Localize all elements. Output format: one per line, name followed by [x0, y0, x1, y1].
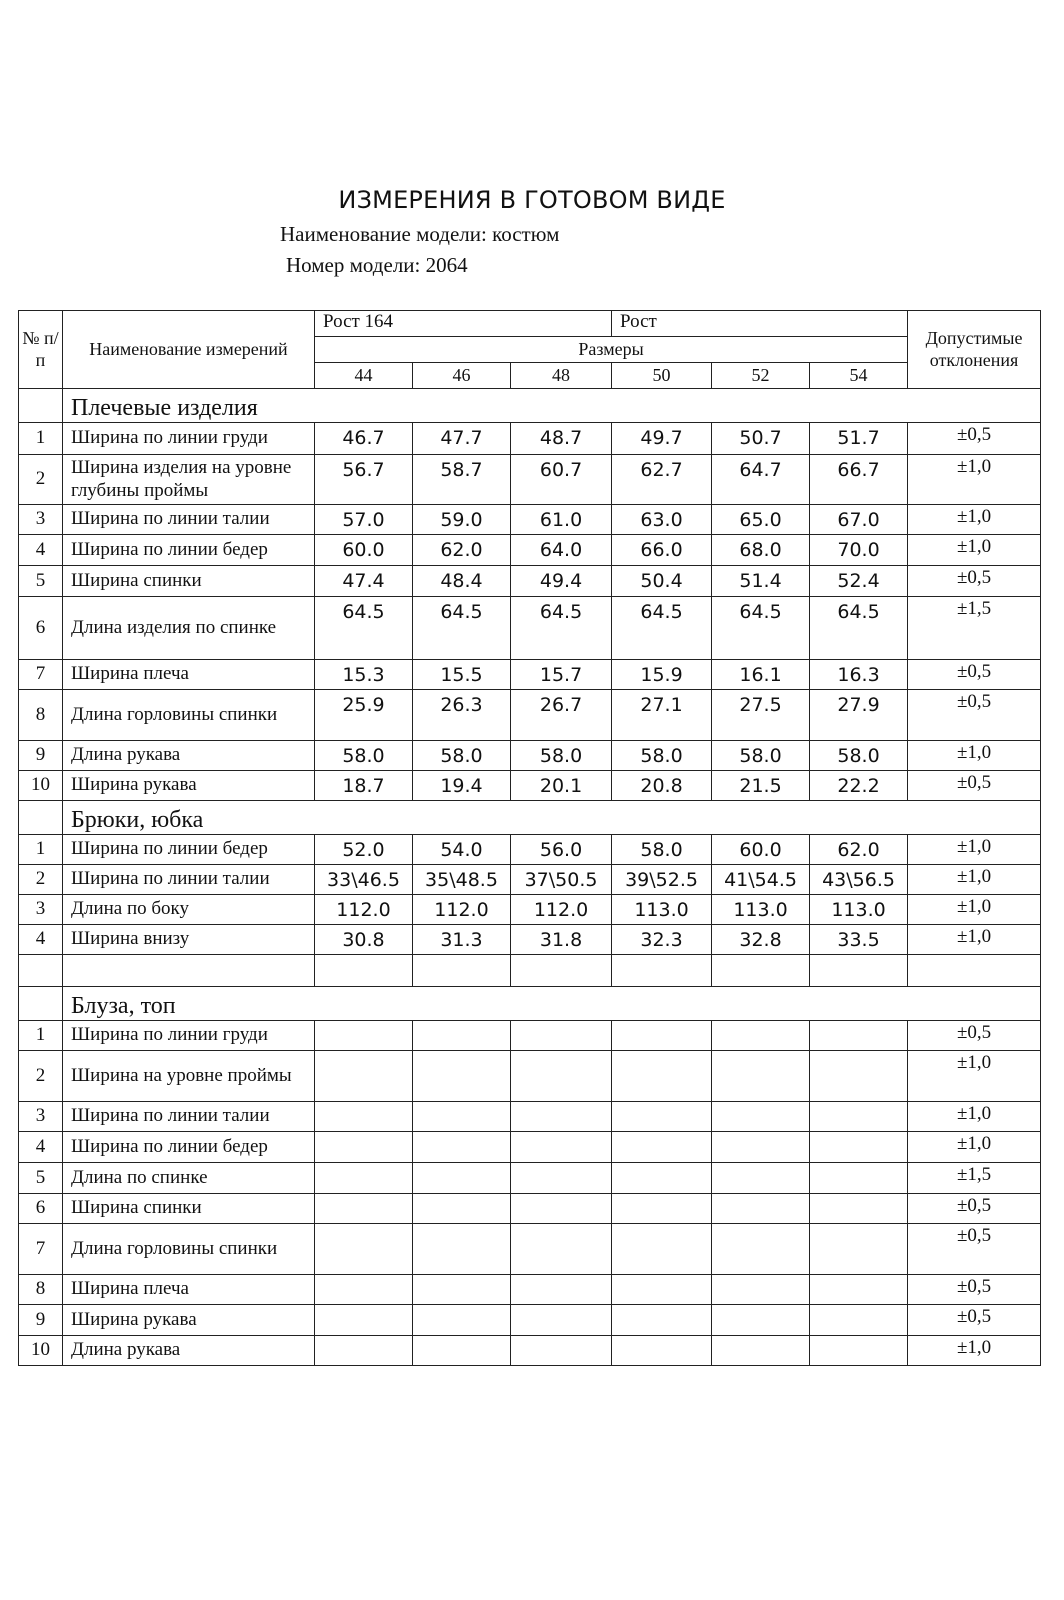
- measurement-value: 20.8: [612, 771, 712, 801]
- measurement-name: Ширина по линии талии: [63, 865, 315, 895]
- measurement-name: Ширина плеча: [63, 660, 315, 690]
- row-number: 4: [19, 535, 63, 566]
- section-number-cell: [19, 987, 63, 1021]
- measurement-value: [712, 955, 810, 987]
- row-number: 10: [19, 1336, 63, 1366]
- model-number: Номер модели: 2064: [286, 253, 468, 277]
- measurement-value: 65.0: [712, 505, 810, 535]
- section-row: [19, 801, 1041, 835]
- measurement-name: Ширина по линии бедер: [63, 1132, 315, 1163]
- measurement-value: [413, 955, 511, 987]
- measurement-value: 70.0: [810, 535, 908, 566]
- table-row: [19, 455, 1041, 505]
- measurement-value: 60.0: [712, 835, 810, 865]
- tolerance-value: ±1,0: [908, 835, 1041, 865]
- measurement-value: 15.3: [315, 660, 413, 690]
- measurement-value: 64.5: [413, 597, 511, 660]
- measurement-value: [315, 1051, 413, 1102]
- measurement-name: Длина рукава: [63, 741, 315, 771]
- measurement-value: [712, 1132, 810, 1163]
- row-number: 2: [19, 865, 63, 895]
- measurement-name: Ширина спинки: [63, 566, 315, 597]
- measurement-value: [612, 1102, 712, 1132]
- size-header: 48: [511, 363, 612, 389]
- measurement-value: 33\46.5: [315, 865, 413, 895]
- measurement-value: 112.0: [315, 895, 413, 925]
- measurement-value: 113.0: [712, 895, 810, 925]
- measurement-value: 112.0: [413, 895, 511, 925]
- measurement-name: Ширина плеча: [63, 1275, 315, 1305]
- measurement-value: 26.3: [413, 690, 511, 741]
- tolerance-value: ±0,5: [908, 690, 1041, 741]
- measurement-value: [810, 1163, 908, 1194]
- measurement-value: 52.4: [810, 566, 908, 597]
- measurement-value: [712, 1305, 810, 1336]
- measurement-value: [315, 1305, 413, 1336]
- table-row: [19, 1305, 1041, 1336]
- table-row: [19, 566, 1041, 597]
- measurement-name: Длина рукава: [63, 1336, 315, 1366]
- header-sizes: Размеры: [315, 337, 908, 363]
- measurement-name: [63, 955, 315, 987]
- measurement-name: Ширина по линии талии: [63, 505, 315, 535]
- measurement-value: 47.7: [413, 423, 511, 455]
- row-number: 5: [19, 566, 63, 597]
- measurement-value: 21.5: [712, 771, 810, 801]
- size-header: 50: [612, 363, 712, 389]
- measurement-value: [712, 1336, 810, 1366]
- table-row: [19, 535, 1041, 566]
- measurement-name: Ширина по линии талии: [63, 1102, 315, 1132]
- measurement-name: Ширина по линии бедер: [63, 835, 315, 865]
- tolerance-value: ±1,0: [908, 865, 1041, 895]
- table-row: [19, 1102, 1041, 1132]
- row-number: 8: [19, 1275, 63, 1305]
- measurement-value: [413, 1336, 511, 1366]
- size-header: 44: [315, 363, 413, 389]
- measurement-value: 59.0: [413, 505, 511, 535]
- row-number: 4: [19, 925, 63, 955]
- tolerance-value: ±0,5: [908, 423, 1041, 455]
- measurement-value: 64.7: [712, 455, 810, 505]
- tolerance-value: ±1,5: [908, 1163, 1041, 1194]
- measurement-value: [612, 1194, 712, 1224]
- measurement-value: [511, 1051, 612, 1102]
- section-title: Блуза, топ: [63, 987, 1041, 1021]
- tolerance-value: ±1,0: [908, 925, 1041, 955]
- table-row: [19, 1163, 1041, 1194]
- size-header: 54: [810, 363, 908, 389]
- measurement-value: [413, 1132, 511, 1163]
- measurement-value: 22.2: [810, 771, 908, 801]
- measurement-value: [413, 1224, 511, 1275]
- measurement-value: [413, 1275, 511, 1305]
- measurement-value: [612, 1224, 712, 1275]
- measurement-value: [810, 1132, 908, 1163]
- tolerance-value: ±1,0: [908, 895, 1041, 925]
- section-number-cell: [19, 801, 63, 835]
- measurement-value: 26.7: [511, 690, 612, 741]
- measurement-value: [315, 1336, 413, 1366]
- table-row: [19, 835, 1041, 865]
- measurement-value: 56.7: [315, 455, 413, 505]
- measurement-value: [511, 1102, 612, 1132]
- tolerance-value: ±1,0: [908, 741, 1041, 771]
- measurement-value: 63.0: [612, 505, 712, 535]
- measurement-value: 43\56.5: [810, 865, 908, 895]
- measurement-name: Ширина внизу: [63, 925, 315, 955]
- row-number: [19, 955, 63, 987]
- header-height-2: Рост: [612, 311, 908, 337]
- measurement-value: [612, 1132, 712, 1163]
- measurement-value: 15.9: [612, 660, 712, 690]
- section-number-cell: [19, 389, 63, 423]
- measurement-value: 48.7: [511, 423, 612, 455]
- measurement-value: 15.7: [511, 660, 612, 690]
- measurement-name: Длина по боку: [63, 895, 315, 925]
- measurement-value: 30.8: [315, 925, 413, 955]
- row-number: 9: [19, 741, 63, 771]
- row-number: 1: [19, 835, 63, 865]
- table-row: [19, 895, 1041, 925]
- measurement-value: [612, 1163, 712, 1194]
- measurement-value: 66.0: [612, 535, 712, 566]
- measurement-name: Ширина спинки: [63, 1194, 315, 1224]
- section-title: Плечевые изделия: [63, 389, 1041, 423]
- measurement-value: 35\48.5: [413, 865, 511, 895]
- measurement-value: 49.7: [612, 423, 712, 455]
- measurement-value: 27.9: [810, 690, 908, 741]
- measurement-value: [810, 1021, 908, 1051]
- measurement-value: [612, 1021, 712, 1051]
- measurement-value: 64.5: [612, 597, 712, 660]
- measurement-value: 25.9: [315, 690, 413, 741]
- measurement-value: [810, 1102, 908, 1132]
- tolerance-value: ±0,5: [908, 1224, 1041, 1275]
- measurement-value: [612, 1051, 712, 1102]
- table-row: [19, 597, 1041, 660]
- table-row: [19, 955, 1041, 987]
- tolerance-value: ±1,5: [908, 597, 1041, 660]
- table-row: [19, 1021, 1041, 1051]
- measurement-value: 49.4: [511, 566, 612, 597]
- table-row: [19, 690, 1041, 741]
- measurement-name: Длина горловины спинки: [63, 1224, 315, 1275]
- measurement-value: [315, 1021, 413, 1051]
- measurement-value: 66.7: [810, 455, 908, 505]
- measurement-value: 113.0: [810, 895, 908, 925]
- row-number: 1: [19, 423, 63, 455]
- measurement-value: 16.1: [712, 660, 810, 690]
- row-number: 3: [19, 895, 63, 925]
- measurement-value: [511, 1132, 612, 1163]
- measurement-value: 64.0: [511, 535, 612, 566]
- table-row: [19, 423, 1041, 455]
- table-row: [19, 1275, 1041, 1305]
- section-row: [19, 389, 1041, 423]
- measurement-value: 113.0: [612, 895, 712, 925]
- row-number: 2: [19, 455, 63, 505]
- measurement-value: 62.0: [413, 535, 511, 566]
- header-measurement-name: Наименование измерений: [63, 311, 315, 389]
- measurement-value: [612, 1336, 712, 1366]
- measurement-value: [810, 1305, 908, 1336]
- row-number: 3: [19, 505, 63, 535]
- measurement-value: [810, 1051, 908, 1102]
- measurement-value: [413, 1021, 511, 1051]
- measurement-value: 33.5: [810, 925, 908, 955]
- measurement-value: [810, 1194, 908, 1224]
- row-number: 6: [19, 1194, 63, 1224]
- row-number: 10: [19, 771, 63, 801]
- tolerance-value: ±1,0: [908, 535, 1041, 566]
- measurement-value: 52.0: [315, 835, 413, 865]
- measurement-name: Ширина на уровне проймы: [63, 1051, 315, 1102]
- measurement-value: [712, 1102, 810, 1132]
- measurement-value: 27.5: [712, 690, 810, 741]
- table-row: [19, 1224, 1041, 1275]
- tolerance-value: ±1,0: [908, 1336, 1041, 1366]
- measurement-value: [612, 1275, 712, 1305]
- measurement-value: 60.7: [511, 455, 612, 505]
- tolerance-value: ±1,0: [908, 1051, 1041, 1102]
- measurement-value: 41\54.5: [712, 865, 810, 895]
- tolerance-value: ±0,5: [908, 1021, 1041, 1051]
- row-number: 4: [19, 1132, 63, 1163]
- measurement-value: [810, 1275, 908, 1305]
- row-number: 1: [19, 1021, 63, 1051]
- size-header: 46: [413, 363, 511, 389]
- measurement-value: [810, 955, 908, 987]
- measurement-value: [315, 955, 413, 987]
- measurement-value: 67.0: [810, 505, 908, 535]
- row-number: 2: [19, 1051, 63, 1102]
- measurement-value: 56.0: [511, 835, 612, 865]
- measurement-name: Ширина рукава: [63, 771, 315, 801]
- tolerance-value: ±0,5: [908, 566, 1041, 597]
- measurement-value: [810, 1336, 908, 1366]
- measurement-value: 58.0: [612, 741, 712, 771]
- measurement-value: 62.0: [810, 835, 908, 865]
- measurement-value: [315, 1132, 413, 1163]
- measurement-value: [315, 1194, 413, 1224]
- measurement-value: [712, 1163, 810, 1194]
- measurement-value: [511, 1336, 612, 1366]
- measurement-value: [612, 955, 712, 987]
- measurement-name: Ширина по линии груди: [63, 423, 315, 455]
- measurement-value: 58.0: [511, 741, 612, 771]
- measurement-value: 16.3: [810, 660, 908, 690]
- measurement-value: 61.0: [511, 505, 612, 535]
- measurement-value: 18.7: [315, 771, 413, 801]
- table-row: [19, 505, 1041, 535]
- table-row: [19, 660, 1041, 690]
- measurement-value: 32.3: [612, 925, 712, 955]
- row-number: 6: [19, 597, 63, 660]
- measurement-value: [712, 1224, 810, 1275]
- measurement-value: [612, 1305, 712, 1336]
- measurements-table: [18, 310, 1041, 1366]
- row-number: 7: [19, 1224, 63, 1275]
- measurement-value: 37\50.5: [511, 865, 612, 895]
- measurement-value: 50.4: [612, 566, 712, 597]
- table-header: [19, 311, 1041, 389]
- measurement-value: 51.7: [810, 423, 908, 455]
- measurement-name: Длина изделия по спинке: [63, 597, 315, 660]
- section-title: Брюки, юбка: [63, 801, 1041, 835]
- measurement-value: [712, 1051, 810, 1102]
- measurement-value: 46.7: [315, 423, 413, 455]
- measurement-value: [712, 1275, 810, 1305]
- measurement-value: [315, 1102, 413, 1132]
- table-row: [19, 741, 1041, 771]
- row-number: 7: [19, 660, 63, 690]
- measurement-value: 31.8: [511, 925, 612, 955]
- measurement-value: 19.4: [413, 771, 511, 801]
- measurement-value: 112.0: [511, 895, 612, 925]
- row-number: 8: [19, 690, 63, 741]
- measurement-value: 58.0: [712, 741, 810, 771]
- measurement-value: [712, 1194, 810, 1224]
- measurement-value: 39\52.5: [612, 865, 712, 895]
- header-tolerance: Допустимые отклонения: [908, 311, 1041, 389]
- measurement-name: Ширина изделия на уровне глубины проймы: [63, 455, 315, 505]
- measurement-value: [511, 1194, 612, 1224]
- measurement-name: Длина по спинке: [63, 1163, 315, 1194]
- tolerance-value: ±1,0: [908, 505, 1041, 535]
- measurement-value: [413, 1305, 511, 1336]
- model-name: Наименование модели: костюм: [280, 222, 560, 246]
- measurement-value: [315, 1224, 413, 1275]
- header-height-164: Рост 164: [315, 311, 612, 337]
- table-row: [19, 1132, 1041, 1163]
- section-row: [19, 987, 1041, 1021]
- header-number: № п/ п: [19, 311, 63, 389]
- measurement-value: 58.7: [413, 455, 511, 505]
- measurement-name: Ширина по линии бедер: [63, 535, 315, 566]
- measurement-value: 15.5: [413, 660, 511, 690]
- document-title: ИЗМЕРЕНИЯ В ГОТОВОМ ВИДЕ: [338, 186, 726, 214]
- tolerance-value: [908, 955, 1041, 987]
- measurement-value: [315, 1163, 413, 1194]
- measurement-value: 57.0: [315, 505, 413, 535]
- measurement-value: [413, 1163, 511, 1194]
- measurement-value: [413, 1102, 511, 1132]
- tolerance-value: ±0,5: [908, 1305, 1041, 1336]
- table-row: [19, 925, 1041, 955]
- measurement-value: [511, 1305, 612, 1336]
- measurement-value: 58.0: [413, 741, 511, 771]
- measurement-value: 68.0: [712, 535, 810, 566]
- measurement-value: 64.5: [712, 597, 810, 660]
- table-row: [19, 1051, 1041, 1102]
- tolerance-value: ±0,5: [908, 1275, 1041, 1305]
- tolerance-value: ±0,5: [908, 660, 1041, 690]
- measurement-value: [511, 1224, 612, 1275]
- measurement-value: 31.3: [413, 925, 511, 955]
- row-number: 3: [19, 1102, 63, 1132]
- measurement-value: 51.4: [712, 566, 810, 597]
- measurement-value: 64.5: [315, 597, 413, 660]
- tolerance-value: ±0,5: [908, 1194, 1041, 1224]
- table-row: [19, 1194, 1041, 1224]
- tolerance-value: ±1,0: [908, 1132, 1041, 1163]
- measurement-value: [413, 1051, 511, 1102]
- measurement-value: [315, 1275, 413, 1305]
- tolerance-value: ±0,5: [908, 771, 1041, 801]
- measurement-name: Ширина рукава: [63, 1305, 315, 1336]
- measurement-value: 58.0: [612, 835, 712, 865]
- tolerance-value: ±1,0: [908, 455, 1041, 505]
- measurement-value: 47.4: [315, 566, 413, 597]
- row-number: 5: [19, 1163, 63, 1194]
- measurement-value: 27.1: [612, 690, 712, 741]
- measurement-value: 20.1: [511, 771, 612, 801]
- measurement-value: [511, 1275, 612, 1305]
- measurement-value: 62.7: [612, 455, 712, 505]
- measurement-value: 58.0: [810, 741, 908, 771]
- size-header: 52: [712, 363, 810, 389]
- measurement-value: 64.5: [511, 597, 612, 660]
- measurement-value: 50.7: [712, 423, 810, 455]
- measurement-value: 64.5: [810, 597, 908, 660]
- measurement-value: 48.4: [413, 566, 511, 597]
- measurement-value: [511, 955, 612, 987]
- measurement-value: 54.0: [413, 835, 511, 865]
- measurement-value: 60.0: [315, 535, 413, 566]
- measurement-value: [511, 1021, 612, 1051]
- measurement-value: [712, 1021, 810, 1051]
- tolerance-value: ±1,0: [908, 1102, 1041, 1132]
- measurement-value: [511, 1163, 612, 1194]
- table-row: [19, 865, 1041, 895]
- measurement-name: Ширина по линии груди: [63, 1021, 315, 1051]
- table-body: [19, 389, 1041, 1366]
- measurement-value: [413, 1194, 511, 1224]
- table-row: [19, 1336, 1041, 1366]
- measurement-value: 58.0: [315, 741, 413, 771]
- measurement-value: 32.8: [712, 925, 810, 955]
- table-row: [19, 771, 1041, 801]
- row-number: 9: [19, 1305, 63, 1336]
- measurement-value: [810, 1224, 908, 1275]
- measurement-name: Длина горловины спинки: [63, 690, 315, 741]
